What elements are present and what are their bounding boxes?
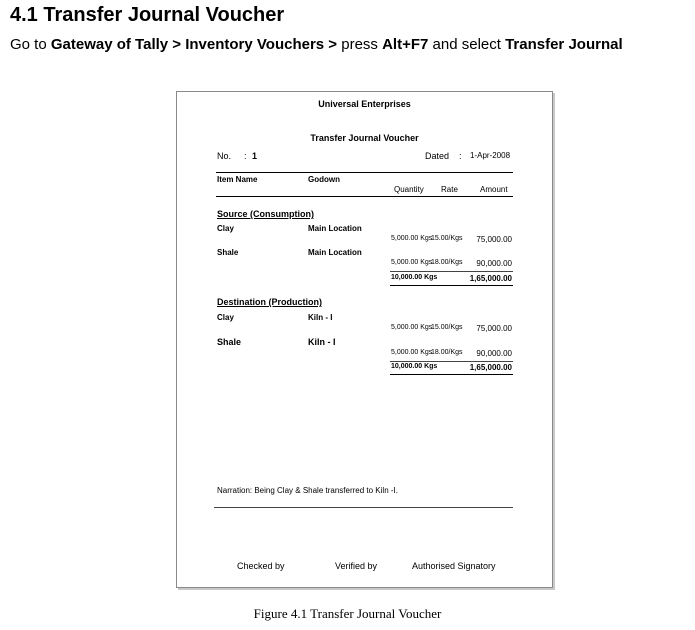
instruction-part-3: and select [428,36,506,53]
source-item-1: Clay [217,224,234,233]
source-amount-2: 90,000.00 [476,259,512,268]
instruction-text [10,36,623,53]
voucher-no-label: No. [217,151,232,161]
source-heading: Source (Consumption) [217,209,314,219]
source-qty-2: 5,000.00 Kgs [391,259,433,266]
destination-godown-2: Kiln - I [308,337,336,347]
page-heading: 4.1 Transfer Journal Voucher [10,4,285,26]
dated-value: 1-Apr-2008 [470,151,511,160]
header-bottom-rule [216,196,513,197]
dated-separator: : [459,151,462,161]
instruction-part-2: press [337,36,383,53]
voucher-no-separator: : [244,151,247,161]
instruction-menu-path: Gateway of Tally > Inventory Vouchers > [50,36,338,53]
source-qty-1: 5,000.00 Kgs [391,235,433,242]
source-total-top-rule [390,271,513,272]
instruction-voucher-type: Transfer Journal [505,36,623,53]
destination-qty-2: 5,000.00 Kgs [391,349,433,356]
checked-by-label: Checked by [237,561,285,571]
destination-total-amount: 1,65,000.00 [469,363,512,372]
destination-amount-2: 90,000.00 [476,349,512,358]
source-amount-1: 75,000.00 [476,235,512,244]
source-godown-1: Main Location [308,224,362,233]
source-total-qty: 10,000.00 Kgs [391,274,438,281]
voucher-title: Transfer Journal Voucher [310,133,419,143]
source-total-bottom-rule [390,285,513,286]
column-amount: Amount [480,185,508,194]
source-godown-2: Main Location [308,248,362,257]
figure-caption: Figure 4.1 Transfer Journal Voucher [253,606,442,621]
source-rate-1: 15.00/Kgs [431,235,463,242]
source-item-2: Shale [217,248,239,257]
voucher-no-value: 1 [252,151,258,161]
destination-item-1: Clay [217,313,234,322]
destination-rate-2: 18.00/Kgs [431,349,463,356]
destination-qty-1: 5,000.00 Kgs [391,324,433,331]
destination-total-qty: 10,000.00 Kgs [391,363,438,370]
instruction-part-1: Go to [10,36,51,53]
header-top-rule [216,172,513,173]
narration-text: Narration: Being Clay & Shale transferred to Kiln -I. [217,486,398,495]
narration-rule [214,507,513,508]
dated-label: Dated [425,151,450,161]
source-rate-2: 18.00/Kgs [431,259,463,266]
column-quantity: Quantity [394,185,424,194]
instruction-shortcut: Alt+F7 [382,36,429,53]
verified-by-label: Verified by [335,561,378,571]
destination-item-2: Shale [217,337,242,347]
destination-amount-1: 75,000.00 [476,324,512,333]
destination-rate-1: 15.00/Kgs [431,324,463,331]
destination-total-top-rule [390,361,513,362]
column-item-name: Item Name [217,175,258,184]
column-godown: Godown [308,175,340,184]
destination-godown-1: Kiln - I [308,313,333,322]
destination-heading: Destination (Production) [217,297,322,307]
voucher-printout [176,91,553,588]
company-name: Universal Enterprises [318,99,411,109]
destination-total-bottom-rule [390,374,513,375]
column-rate: Rate [441,185,458,194]
authorised-signatory-label: Authorised Signatory [412,561,496,571]
source-total-amount: 1,65,000.00 [469,274,512,283]
